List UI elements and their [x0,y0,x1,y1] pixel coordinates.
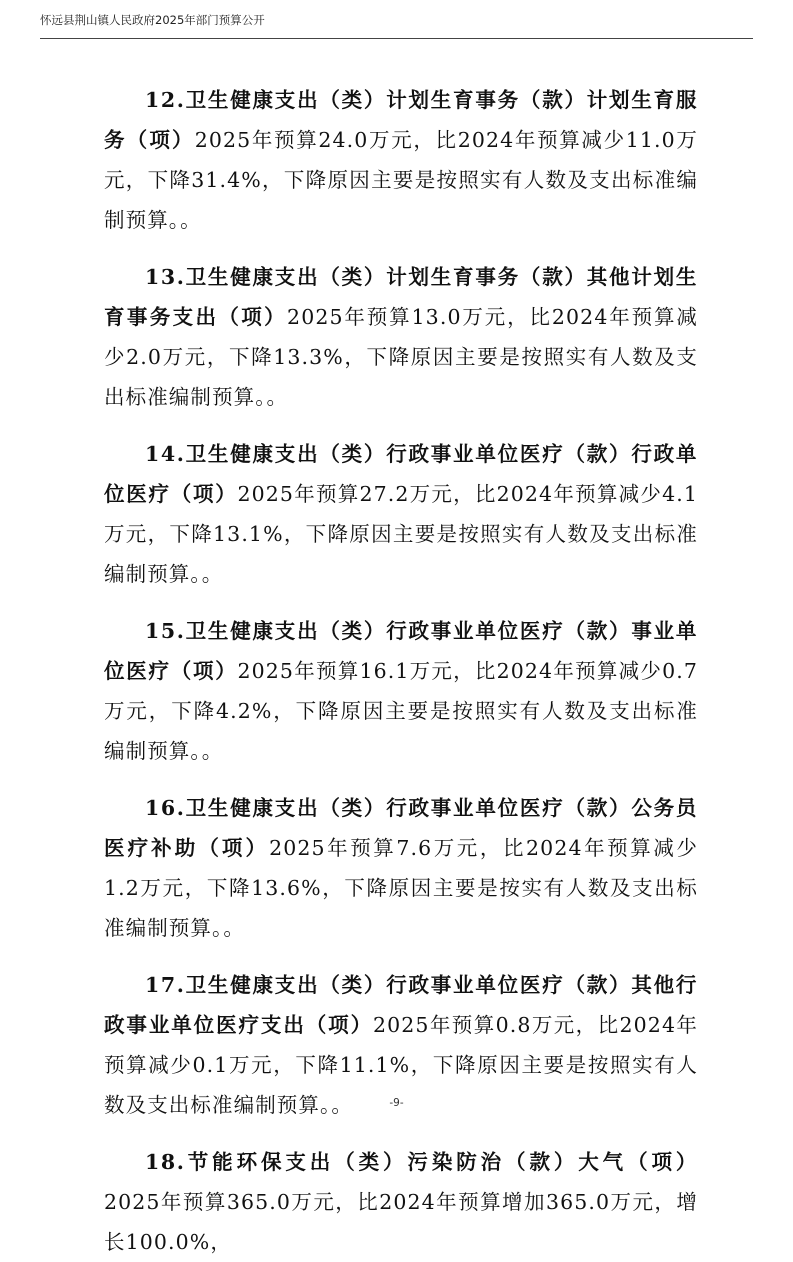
paragraph-text: 2025年预算365.0万元，比2024年预算增加365.0万元，增长100.0%， [104,1190,698,1254]
page-header: 怀远县荆山镇人民政府2025年部门预算公开 [40,13,265,27]
paragraph-item-18 [104,1142,698,1262]
paragraph-heading: 17.卫生健康支出（类）行政事业单位医疗（款）其他行政事业单位医疗支出（项） [104,973,698,1037]
document-body [104,80,698,1262]
paragraph-heading: 13.卫生健康支出（类）计划生育事务（款）其他计划生育事务支出（项） [104,265,698,329]
paragraph-item-15 [104,611,698,771]
paragraph-item-12 [104,80,698,240]
paragraph-text: 2025年预算0.8万元，比2024年预算减少0.1万元，下降11.1%，下降原因主要是按照实有人数及支出标准编制预算。。 [104,1013,699,1117]
paragraph-text: 2025年预算16.1万元，比2024年预算减少0.7万元，下降4.2%，下降原因主要是按照实有人数及支出标准编制预算。。 [104,659,698,763]
paragraph-heading: 15.卫生健康支出（类）行政事业单位医疗（款）事业单位医疗（项） [104,619,698,683]
paragraph-text: 2025年预算27.2万元，比2024年预算减少4.1万元，下降13.1%，下降原因主要是按照实有人数及支出标准编制预算。。 [104,482,698,586]
paragraph-item-14 [104,434,698,594]
paragraph-item-13 [104,257,698,417]
paragraph-text: 2025年预算7.6万元，比2024年预算减少1.2万元，下降13.6%，下降原因主要是按实有人数及支出标准编制预算。。 [104,836,699,940]
paragraph-heading: 12.卫生健康支出（类）计划生育事务（款）计划生育服务（项） [104,88,698,152]
header-divider [40,38,753,39]
paragraph-heading: 14.卫生健康支出（类）行政事业单位医疗（款）行政单位医疗（项） [104,442,698,506]
paragraph-text: 2025年预算24.0万元，比2024年预算减少11.0万元，下降31.4%，下降原因主要是按照实有人数及支出标准编制预算。。 [104,128,698,232]
paragraph-text: 2025年预算13.0万元，比2024年预算减少2.0万元，下降13.3%，下降原因主要是按照实有人数及支出标准编制预算。。 [104,305,698,409]
paragraph-heading: 16.卫生健康支出（类）行政事业单位医疗（款）公务员医疗补助（项） [104,796,698,860]
page-number: -9- [389,1097,404,1109]
paragraph-heading: 18.节能环保支出（类）污染防治（款）大气（项） [145,1150,698,1174]
paragraph-item-16 [104,788,698,948]
